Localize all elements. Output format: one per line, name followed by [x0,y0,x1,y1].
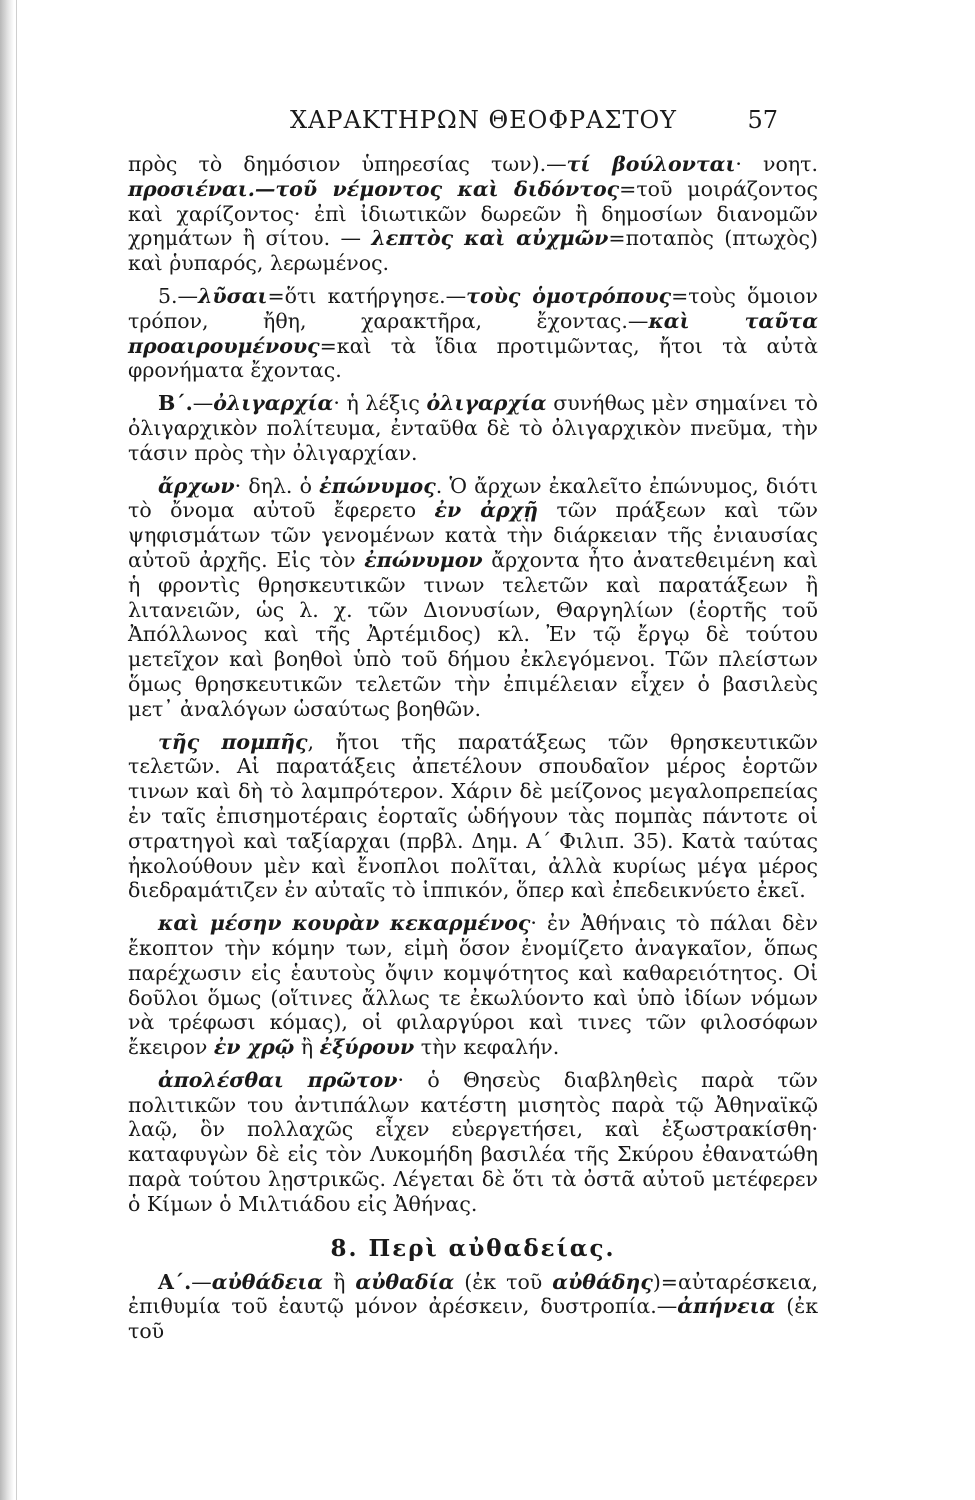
text-run: (ἐκ τοῦ [454,1269,553,1294]
text-run: , ἤτοι τῆς παρατάξεως τῶν θρησκευτικῶν τελετῶν. Αἱ παρατάξεις ἀπετέλουν σπουδαῖον μέρος ἑορτῶν τινων καὶ δὴ τὸ λαμπρότερον. Χάριν δὲ μείζονος μεγαλοπρεπείας ἐν ταῖς ἐπισημοτέραις ἑορταῖς ὡδήγουν τὰς πομπὰς πάντοτε οἱ στρατηγοὶ καὶ ταξίαρχαι (πρβλ. Δημ. Α΄ Φιλιπ. 35). Κατὰ ταύτας ἠκολούθουν μὲν καὶ ἔνοπλοι πολῖται, ἀλλὰ κυρίως μέγα μέρος διεδραμάτιζεν ἐν αὐταῖς τὸ ἱππικόν, ὅπερ καὶ ἐπεδεικνύετο ἐκεῖ. [128,729,818,903]
lemma-term: καὶ ταῦτα προαιρουμένους [128,308,818,358]
lemma-term: ὀλιγαρχία [213,391,334,416]
text-run: · ἐν Ἀθήναις τὸ πάλαι δὲν ἔκοπτον τὴν κόμην των, εἰμὴ ὅσον ἐνομίζετο ἀναγκαῖον, ὅπως παρέχωσιν εἰς ἑαυτοὺς ὄψιν κομψότητος καὶ καθαρειότητος. Οἱ δοῦλοι ὅμως (οἵτινες ἄλλως τε ἐκωλύοντο καὶ ὑπὸ ἰδίων νόμων νὰ τρέφωσι κόμας), οἱ φιλαργύροι καὶ τινες τῶν φιλοσόφων ἔκειρον [128,911,818,1060]
commentary-paragraph [128,911,818,1060]
commentary-paragraph [128,391,818,465]
lemma-term: λεπτὸς καὶ αὐχμῶν [371,226,609,251]
lemma-term: ἐν ἀρχῇ [434,498,539,523]
text-run: — [191,1269,212,1294]
text-run: συνήθως μὲν σημαίνει τὸ ὀλιγαρχικὸν πολίτευμα, ἐνταῦθα δὲ τὸ ὀλιγαρχικὸν πνεῦμα, τὴν τάσιν πρὸς τὴν ὀλιγαρχίαν. [128,391,819,465]
text-run: =καὶ τὰ ἴδια προτιμῶντας, ἤτοι τὰ αὐτὰ φρονήματα ἔχοντας. [128,333,818,383]
lemma-term: ὀλιγαρχία [426,391,547,416]
lemma-term: αὐθαδία [355,1269,455,1294]
text-run: =τοὺς ὅμοιον τρόπον, ἤθη, χαρακτῆρα, ἔχοντας.— [128,283,818,333]
lemma-term: τῆς πομπῆς [158,729,308,754]
lemma-term: ἀπολέσθαι πρῶτον [158,1067,398,1092]
section-opening [128,1270,818,1344]
commentary-paragraph [128,1068,818,1217]
text-run: · ὁ Θησεὺς διαβληθεὶς παρὰ τῶν πολιτικῶν του ἀντιπάλων κατέστη μισητὸς παρὰ τῷ Ἀθηναϊκῷ λαῷ, ὃν πολλαχῶς εἶχεν εὐεργετήσει, καὶ ἐξωστρακίσθη· καταφυγὼν δὲ εἰς τὸν Λυκομήδη βασιλέα τῆς Σκύρου ἐθανατώθη παρὰ τούτου λῃστρικῶς. Λέγεται δὲ ὅτι τὰ ὀστᾶ αὐτοῦ μετέφερεν ὁ Κίμων ὁ Μιλτιάδου εἰς Ἀθήνας. [128,1067,818,1216]
lemma-term: ἄρχων [158,473,235,498]
text-run: )=αὐταρέσκεια, ἐπιθυμία τοῦ ἑαυτῷ μόνον ἀρέσκειν, δυστροπία.— [128,1269,818,1319]
running-title: ΧΑΡΑΚΤΗΡΩΝ ΘΕΟΦΡΑΣΤΟΥ [290,106,677,134]
page-body [128,152,818,1344]
commentary-paragraph [128,730,818,904]
page-binding-line [16,0,17,1500]
page-header [130,106,790,140]
section-title: 8. Περὶ αὐθαδείας. [330,1234,616,1262]
lemma-term: προσιέναι.—τοῦ νέμοντος καὶ διδόντος [128,176,620,201]
lemma-term: ἐπώνυμος [319,473,436,498]
text-run: ἢ [294,1035,320,1060]
lemma-term: αὐθάδης [552,1269,653,1294]
lemma-term: ἐπώνυμον [364,547,483,572]
lemma-term: ἀπήνεια [677,1294,776,1319]
text-run: =ποταπὸς (πτωχὸς) καὶ ῥυπαρός, λερωμένος. [128,226,819,276]
page-shadow-edge [0,0,14,1500]
section-number: Α΄. [158,1269,192,1294]
lemma-term: ἐν χρῷ [213,1035,295,1060]
text-run: τὴν κεφαλήν. [414,1035,560,1060]
text-run: =ὅτι κατήργησε.— [267,283,467,308]
text-run: =τοῦ μοιράζοντος καὶ χαρίζοντος· ἐπὶ ἰδιωτικῶν δωρεῶν ἢ δημοσίων διανομῶν χρημάτων ἢ σίτου. — [128,176,818,251]
text-run: . Ὁ ἄρχων ἐκαλεῖτο ἐπώνυμος, διότι τὸ ὄνομα αὐτοῦ ἔφερετο [128,473,818,523]
page-number: 57 [747,106,778,134]
text-run: ἢ [323,1269,356,1294]
commentary-paragraph [128,1270,818,1344]
text-run: · δηλ. ὁ [234,473,320,498]
lemma-term: τί βούλονται [566,152,736,176]
lemma-term: καὶ μέσην κουρὰν κεκαρμένος [158,911,531,936]
commentary-paragraph [128,474,818,722]
text-run: · ἡ λέξις [333,391,427,416]
lemma-term: αὐθάδεια [211,1269,324,1294]
lemma-term: λῦσαι [198,283,268,308]
section-number: Β΄. [158,391,193,416]
commentary-paragraphs [128,152,818,1217]
text-run: ἄρχοντα ἦτο ἀνατεθειμένη καὶ ἡ φροντὶς θρησκευτικῶν τινων τελετῶν καὶ παρατάξεων ἢ λιτανειῶν, ὡς λ. χ. τῶν Διονυσίων, Θαργηλίων (ἑορτῆς τοῦ Ἀπόλλωνος καὶ τῆς Ἀρτέμιδος) κλ. Ἐν τῷ ἔργῳ δὲ τούτου μετεῖχον καὶ βοηθοὶ ὑπὸ τοῦ δήμου ἐκλεγόμενοι. Τῶν πλείστων ὅμως θρησκευτικῶν τελετῶν τὴν ἐπιμέλειαν εἶχεν ὁ βασιλεὺς μετ᾿ ἀναλόγων ὡσαύτως βοηθῶν. [128,547,818,721]
text-run: πρὸς τὸ δημόσιον ὑπηρεσίας των).— [128,152,567,176]
text-run: τῶν πράξεων καὶ τῶν ψηφισμάτων τῶν γενομένων κατὰ τὴν διάρκειαν τῆς ἐνιαυσίας αὐτοῦ ἀρχῆς. Εἰς τὸν [128,498,819,572]
text-run: 5.— [158,283,199,308]
text-run: · νοητ. [735,152,818,176]
text-run: — [192,391,214,416]
commentary-paragraph [128,284,818,383]
lemma-term: ἐξύρουν [319,1035,415,1060]
text-run: (ἐκ τοῦ [128,1294,819,1344]
lemma-term: τοὺς ὁμοτρόπους [466,283,672,308]
commentary-paragraph [128,152,818,276]
